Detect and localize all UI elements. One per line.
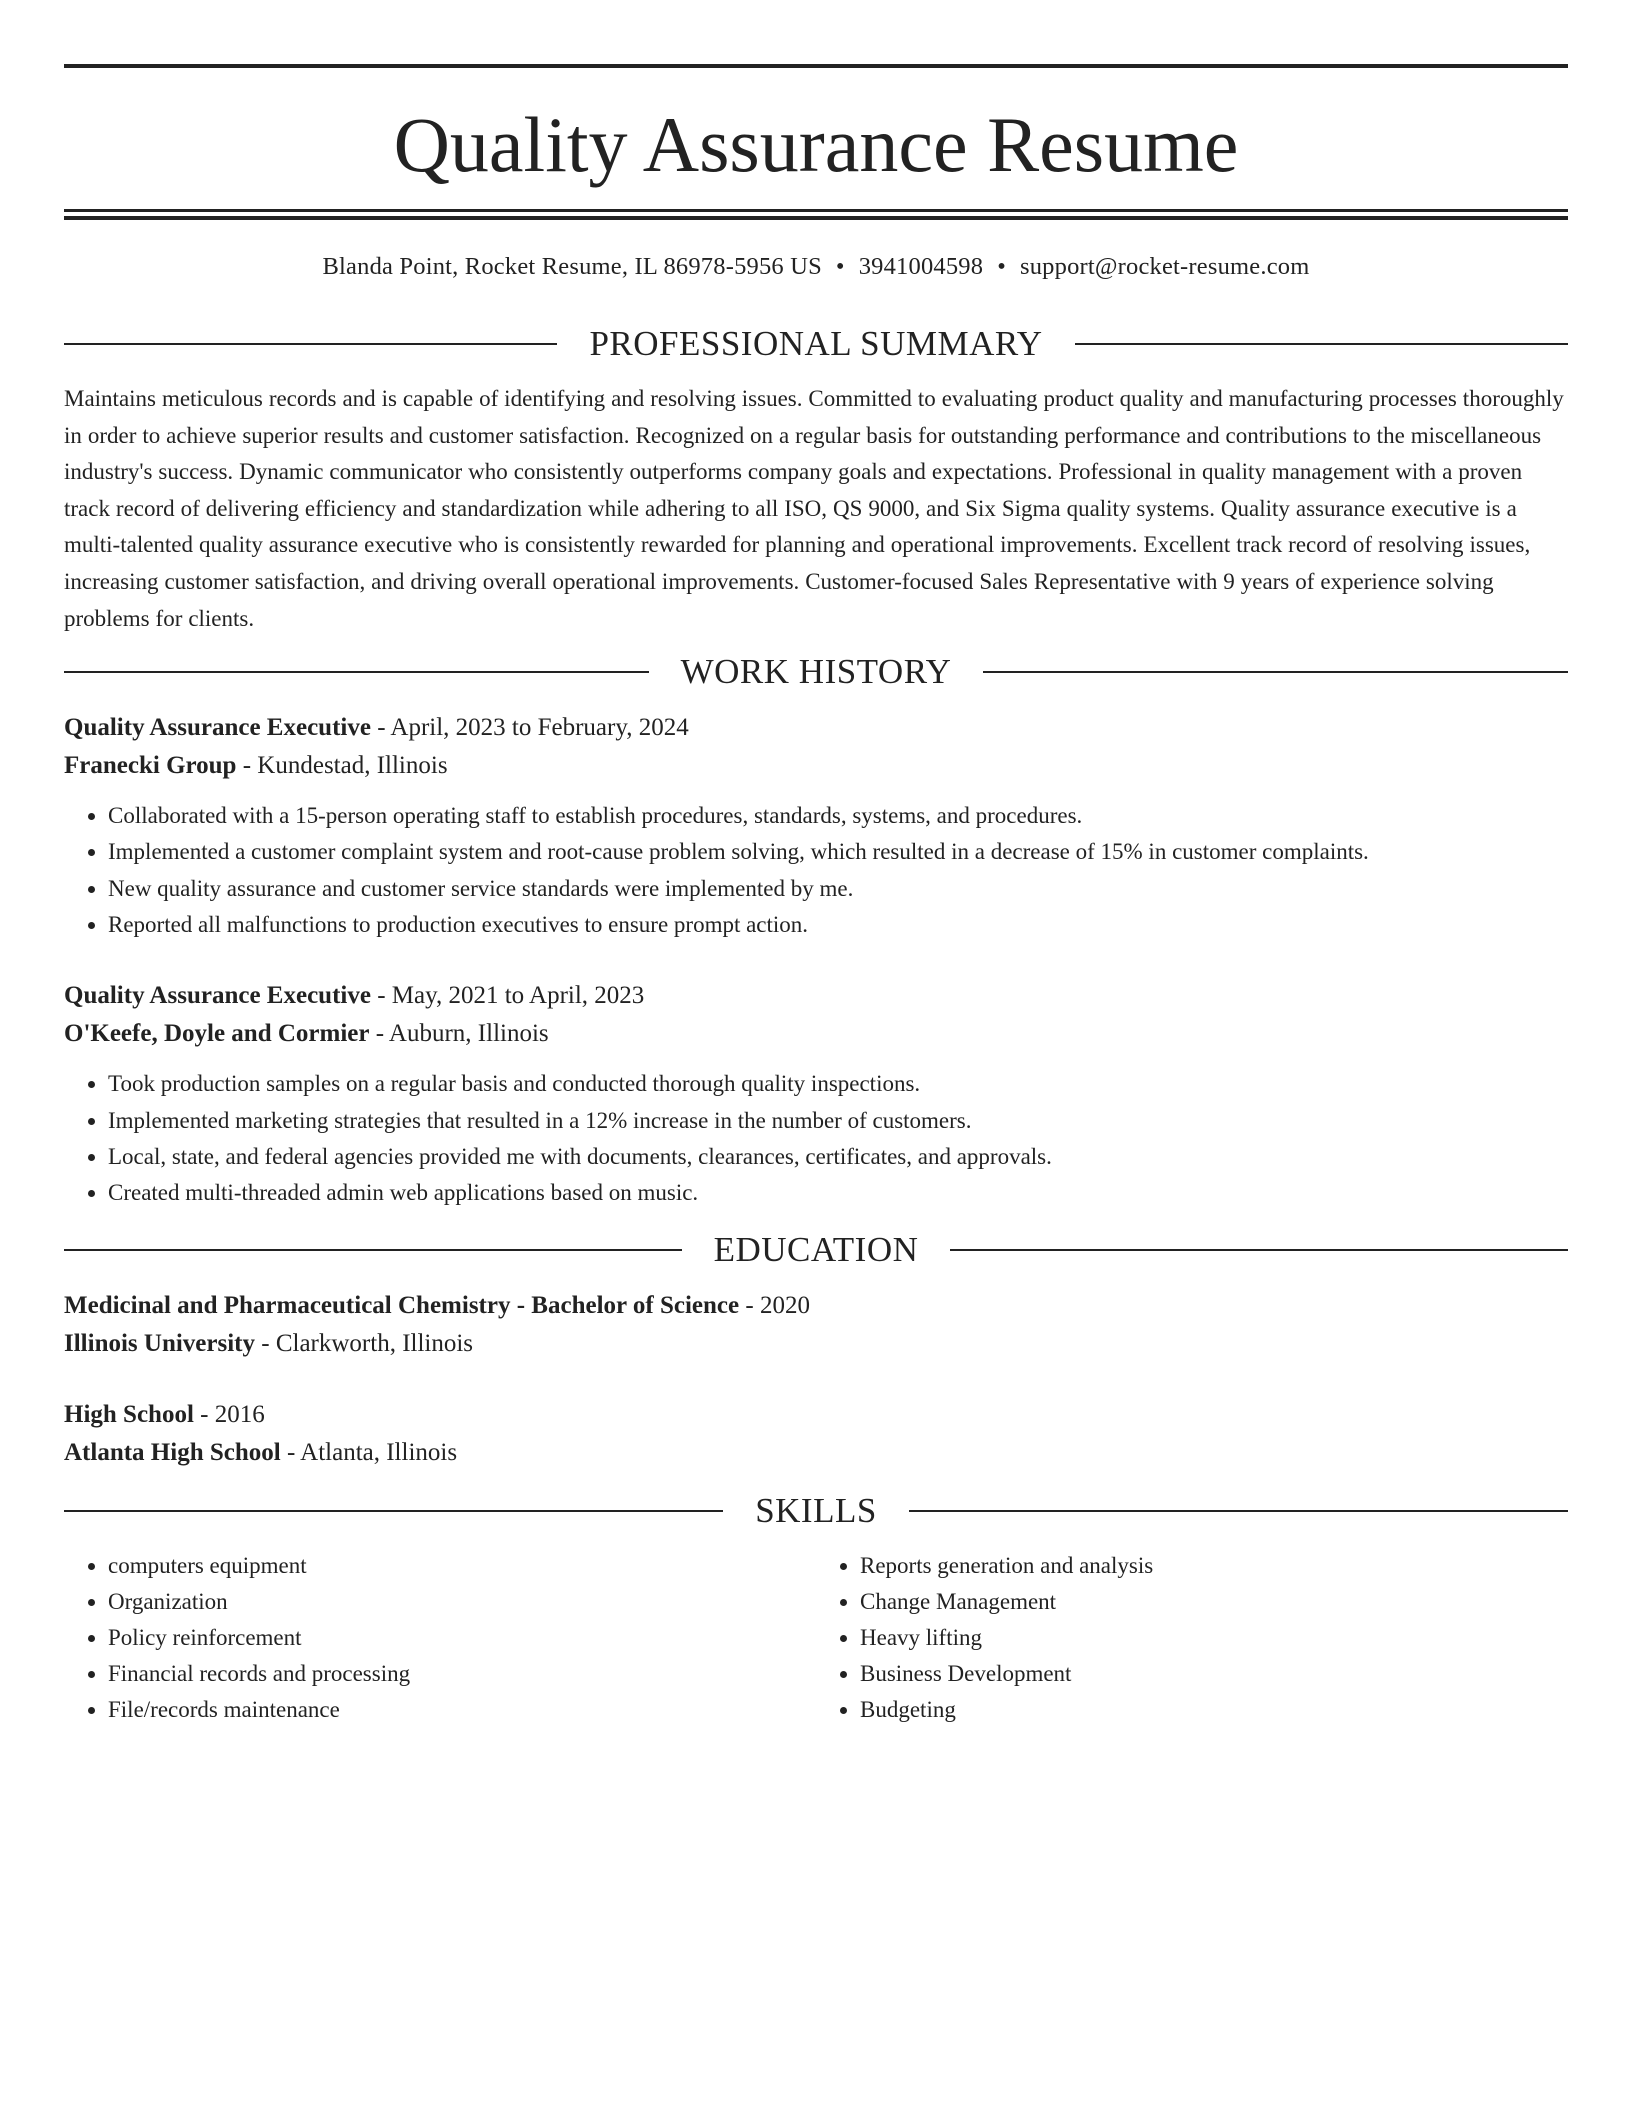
section-header-work bbox=[64, 650, 1568, 694]
job-location: - Kundestad, Illinois bbox=[236, 752, 448, 780]
job-bullets bbox=[64, 1066, 1568, 1211]
education-school: Illinois University bbox=[64, 1329, 255, 1357]
education-degree-line bbox=[64, 1396, 1568, 1434]
job-title: Quality Assurance Executive bbox=[64, 982, 371, 1010]
section-rule-left bbox=[64, 1249, 682, 1251]
section-rule-left bbox=[64, 343, 557, 345]
section-rule-left bbox=[64, 1510, 723, 1512]
job-dates: - April, 2023 to February, 2024 bbox=[370, 714, 689, 742]
contact-separator: • bbox=[997, 253, 1006, 280]
contact-phone: 3941004598 bbox=[858, 253, 984, 280]
section-header-education bbox=[64, 1228, 1568, 1272]
job-title-line bbox=[64, 709, 1568, 747]
skills-list-right bbox=[816, 1548, 1568, 1728]
contact-email: support@rocket-resume.com bbox=[1019, 253, 1310, 280]
job-entry bbox=[64, 709, 1568, 943]
skill-item: • Reports generation and analysis bbox=[860, 1548, 1568, 1584]
skill-item: • Budgeting bbox=[860, 1692, 1568, 1728]
education-location: - Clarkworth, Illinois bbox=[255, 1329, 474, 1357]
section-title-work: WORK HISTORY bbox=[680, 652, 952, 692]
job-bullet: • Took production samples on a regular basis and conducted thorough quality inspections. bbox=[108, 1066, 1568, 1102]
education-degree: Medicinal and Pharmaceutical Chemistry - Bachelor of Science bbox=[64, 1291, 740, 1319]
section-rule-left bbox=[64, 671, 649, 673]
job-bullets bbox=[64, 798, 1568, 943]
job-title-line bbox=[64, 977, 1568, 1015]
education-location: - Atlanta, Illinois bbox=[280, 1438, 458, 1466]
skill-item: • Policy reinforcement bbox=[108, 1620, 816, 1656]
title-double-rule bbox=[64, 209, 1568, 220]
section-title-skills: SKILLS bbox=[755, 1490, 877, 1530]
education-entry bbox=[64, 1396, 1568, 1472]
section-rule-right bbox=[909, 1510, 1568, 1512]
job-bullet: • Created multi-threaded admin web applications based on music. bbox=[108, 1175, 1568, 1211]
job-company-line bbox=[64, 747, 1568, 785]
job-location: - Auburn, Illinois bbox=[369, 1020, 549, 1048]
education-school-line bbox=[64, 1434, 1568, 1472]
contact-line bbox=[64, 253, 1568, 293]
education-entry bbox=[64, 1287, 1568, 1363]
contact-separator: • bbox=[835, 253, 845, 280]
section-rule-right bbox=[950, 1249, 1568, 1251]
skill-item: • Organization bbox=[108, 1584, 816, 1620]
job-company: O'Keefe, Doyle and Cormier bbox=[64, 1020, 370, 1048]
section-rule-right bbox=[983, 671, 1568, 673]
job-title: Quality Assurance Executive bbox=[64, 714, 371, 742]
job-bullet: • Reported all malfunctions to production executives to ensure prompt action. bbox=[108, 907, 1568, 943]
section-title-summary: PROFESSIONAL SUMMARY bbox=[589, 324, 1043, 363]
contact-address: Blanda Point, Rocket Resume, IL 86978-5956 US bbox=[322, 253, 822, 280]
section-header-skills bbox=[64, 1489, 1568, 1533]
job-bullet: • Implemented marketing strategies that resulted in a 12% increase in the number of customers. bbox=[108, 1103, 1568, 1139]
section-title-education: EDUCATION bbox=[713, 1229, 919, 1269]
job-bullet: • New quality assurance and customer service standards were implemented by me. bbox=[108, 871, 1568, 907]
top-rule bbox=[64, 64, 1568, 68]
job-company-line bbox=[64, 1015, 1568, 1053]
education-degree-line bbox=[64, 1287, 1568, 1325]
education-school: Atlanta High School bbox=[64, 1438, 281, 1466]
resume-page bbox=[64, 64, 1568, 1728]
education-school-line bbox=[64, 1325, 1568, 1363]
skill-item: • Heavy lifting bbox=[860, 1620, 1568, 1656]
job-bullet: • Collaborated with a 15-person operating staff to establish procedures, standards, systems, and procedures. bbox=[108, 798, 1568, 834]
skill-item: • computers equipment bbox=[108, 1548, 816, 1584]
summary-text: Maintains meticulous records and is capable of identifying and resolving issues. Committed to evaluating product quality and manufacturing processes thoroughly in order to achieve superior results and customer satisfaction. Recognized on a regular basis for outstanding performance and contributions to the miscellaneous industry's success. Dynamic communicator who consistently outperforms company goals and expectations. Professional in quality management with a proven track record of delivering efficiency and standardization while adhering to all ISO, QS 9000, and Six Sigma quality systems. Quality assurance executive is a multi-talented quality assurance executive who is consistently rewarded for planning and operational improvements. Excellent track record of resolving issues, increasing customer satisfaction, and driving overall operational improvements. Customer-focused Sales Representative with 9 years of experience solving problems for clients. bbox=[64, 386, 1564, 631]
job-dates: - May, 2021 to April, 2023 bbox=[370, 982, 645, 1010]
skill-item: • Change Management bbox=[860, 1584, 1568, 1620]
job-entry bbox=[64, 977, 1568, 1211]
job-bullet: • Implemented a customer complaint system and root-cause problem solving, which resulted in a decrease of 15% in customer complaints. bbox=[108, 834, 1568, 870]
skills-list-left bbox=[64, 1548, 816, 1728]
education-degree: High School bbox=[64, 1400, 194, 1428]
skills-columns bbox=[64, 1548, 1568, 1728]
skill-item: • File/records maintenance bbox=[108, 1692, 816, 1728]
education-year: - 2016 bbox=[193, 1400, 265, 1428]
resume-title: Quality Assurance Resume bbox=[393, 101, 1239, 188]
job-bullet: • Local, state, and federal agencies provided me with documents, clearances, certificates, and approvals. bbox=[108, 1139, 1568, 1175]
skill-item: • Financial records and processing bbox=[108, 1656, 816, 1692]
skill-item: • Business Development bbox=[860, 1656, 1568, 1692]
section-rule-right bbox=[1075, 343, 1568, 345]
education-year: - 2020 bbox=[739, 1291, 810, 1319]
section-header-summary bbox=[64, 322, 1568, 366]
job-company: Franecki Group bbox=[64, 752, 237, 780]
